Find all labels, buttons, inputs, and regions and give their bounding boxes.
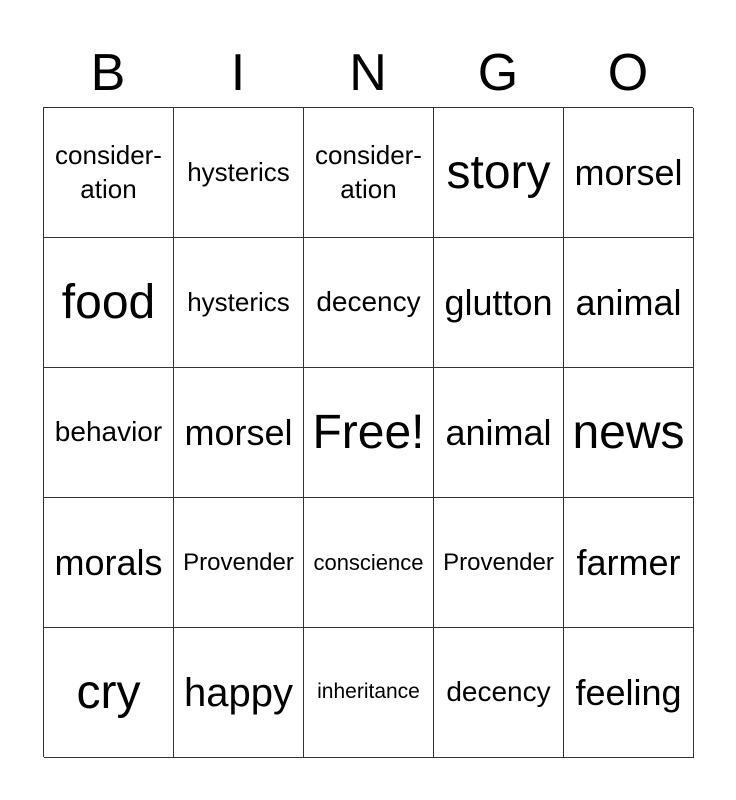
bingo-cell[interactable] xyxy=(44,108,174,238)
cell-word: morsel xyxy=(184,411,293,453)
cell-word: consider- ation xyxy=(315,139,422,204)
cell-word: food xyxy=(61,275,156,329)
bingo-cell[interactable] xyxy=(434,628,564,758)
bingo-cell[interactable] xyxy=(564,238,694,368)
cell-word: decency xyxy=(316,286,421,318)
bingo-cell[interactable] xyxy=(564,628,694,758)
cell-word: feeling xyxy=(575,671,682,713)
cell-word: Provender xyxy=(183,548,294,576)
cell-word: decency xyxy=(446,676,551,708)
cell-word: animal xyxy=(575,281,682,323)
bingo-cell[interactable] xyxy=(434,108,564,238)
bingo-cell[interactable] xyxy=(434,368,564,498)
header-letter-b: B xyxy=(90,44,126,102)
header-letter-i: I xyxy=(230,44,246,102)
bingo-cell[interactable] xyxy=(174,238,304,368)
cell-word: inheritance xyxy=(317,680,420,704)
bingo-cell[interactable] xyxy=(174,628,304,758)
cell-word: glutton xyxy=(444,281,553,323)
header-letter-g: G xyxy=(477,44,519,102)
cell-word: hysterics xyxy=(187,156,290,187)
cell-word: cry xyxy=(76,665,141,719)
bingo-cell[interactable] xyxy=(174,108,304,238)
bingo-cell[interactable] xyxy=(174,498,304,628)
bingo-cell[interactable] xyxy=(304,108,434,238)
cell-word: morsel xyxy=(574,151,683,193)
header-letter-n: N xyxy=(349,44,387,102)
cell-word: behavior xyxy=(54,416,163,448)
cell-word: consider- ation xyxy=(55,139,162,204)
bingo-cell[interactable] xyxy=(44,498,174,628)
bingo-cell[interactable] xyxy=(304,628,434,758)
bingo-cell[interactable] xyxy=(304,238,434,368)
cell-word: Provender xyxy=(443,548,554,576)
free-space[interactable] xyxy=(304,368,434,498)
header-letter-o: O xyxy=(607,44,649,102)
cell-word: hysterics xyxy=(187,286,290,317)
bingo-cell[interactable] xyxy=(44,628,174,758)
bingo-cell[interactable] xyxy=(44,368,174,498)
cell-word: happy xyxy=(184,670,293,715)
cell-word: story xyxy=(446,145,551,199)
bingo-card xyxy=(43,107,693,757)
bingo-header xyxy=(43,44,693,102)
bingo-cell[interactable] xyxy=(564,368,694,498)
cell-word: morals xyxy=(54,541,163,583)
cell-word: Free! xyxy=(312,405,425,459)
cell-word: conscience xyxy=(313,549,424,575)
bingo-cell[interactable] xyxy=(304,498,434,628)
bingo-cell[interactable] xyxy=(174,368,304,498)
bingo-cell[interactable] xyxy=(564,108,694,238)
bingo-cell[interactable] xyxy=(434,498,564,628)
bingo-cell[interactable] xyxy=(44,238,174,368)
cell-word: animal xyxy=(445,411,552,453)
bingo-cell[interactable] xyxy=(564,498,694,628)
bingo-cell[interactable] xyxy=(434,238,564,368)
cell-word: news xyxy=(572,405,685,459)
cell-word: farmer xyxy=(576,541,681,583)
